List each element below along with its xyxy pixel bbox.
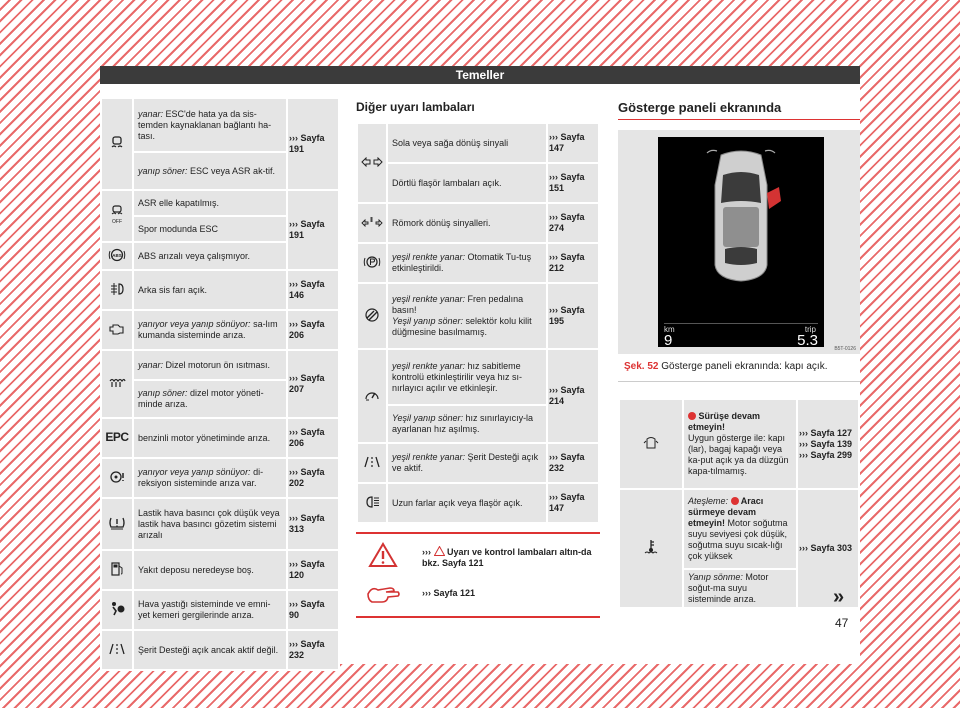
- park-label: yeşil renkte yanar:: [392, 252, 466, 262]
- esc-off-ref-link[interactable]: ››› Sayfa 191: [289, 219, 325, 240]
- tyre-icon-cell: [101, 498, 133, 550]
- fog-icon-cell: [101, 270, 133, 310]
- hazard-text: Dörtlü flaşör lambaları açık.: [392, 177, 502, 188]
- beam-icon-cell: [357, 483, 387, 523]
- fog-cell: [133, 270, 287, 310]
- esc-blink-text: ESC veya ASR ak-tif.: [187, 165, 276, 176]
- rear-fog-icon: [108, 282, 126, 296]
- gear-cell: [133, 458, 287, 498]
- fuel-pump-icon: [109, 561, 125, 577]
- lane-assist-icon: [108, 642, 126, 656]
- airbag-cell: [133, 590, 287, 630]
- beam-text: Uzun farlar açık veya flaşör açık.: [392, 497, 523, 508]
- fuel-icon-cell: [101, 550, 133, 590]
- display-section-title: Gösterge paneli ekranında: [618, 100, 860, 120]
- speed-green-label: yeşil renkte yanar:: [392, 360, 466, 371]
- speed-green-text: hız sabitleme kontrolü etkinleştirilir veya hız sı-nırlayıcı açılır ve etkinleşir.: [392, 360, 523, 393]
- trailer-ref-link[interactable]: ››› Sayfa 274: [549, 212, 585, 233]
- lane-ref-link[interactable]: ››› Sayfa 232: [289, 639, 325, 660]
- speed-ref-cell: [547, 349, 599, 443]
- tyre-ref-link[interactable]: ››› Sayfa 313: [289, 513, 325, 534]
- beam-ref-link[interactable]: ››› Sayfa 147: [549, 492, 585, 513]
- fog-text: Arka sis farı açık.: [138, 284, 208, 295]
- warning-ref-prefix: ›››: [422, 547, 434, 557]
- beam-ref-cell: [547, 483, 599, 523]
- fog-ref-cell: [287, 270, 339, 310]
- figure-52: [618, 130, 860, 354]
- trailer-ref-cell: [547, 203, 599, 243]
- esc-blink-label: yanıp söner:: [138, 165, 188, 176]
- display-divider: [664, 323, 818, 324]
- sport-cell: [133, 216, 287, 242]
- airbag-text: Hava yastığı sisteminde ve emni-yet kemeri gergilerinde arıza.: [138, 599, 271, 620]
- gear-ref-link[interactable]: ››› Sayfa 202: [289, 467, 325, 488]
- note-ref-link[interactable]: ››› Sayfa 121: [422, 588, 476, 598]
- warning-box: [356, 532, 600, 618]
- door-ref-1[interactable]: ››› Sayfa 127: [799, 427, 853, 438]
- warning-text-1: [422, 546, 592, 569]
- red-warning-dot-icon: [688, 412, 696, 420]
- col3-instrument-display: [618, 100, 860, 609]
- note-hand-icon: [366, 580, 402, 606]
- park-icon-cell: [357, 243, 387, 283]
- tyre-cell: [133, 498, 287, 550]
- inline-warning-icon: [434, 546, 445, 556]
- brake-blink-label: Yeşil yanıp söner:: [392, 316, 464, 326]
- col2-other-lights: [356, 100, 600, 618]
- door-icon-cell: [619, 399, 683, 489]
- speed-blink-cell: [387, 405, 547, 443]
- km-value: 9: [664, 332, 673, 349]
- warning-ref-text[interactable]: Uyarı ve kontrol lambaları altın-da bkz. Sayfa 121: [422, 547, 592, 568]
- brake-blink-text: selektör kolu kilit düğmesine basılmamış.: [392, 316, 532, 337]
- turn-signal-icon: [361, 157, 383, 167]
- display-warnings-table: [618, 398, 860, 609]
- lane-green-text: Şerit Desteği açık ve aktif.: [392, 452, 539, 473]
- engine-icon: [108, 322, 126, 336]
- door-cell: [683, 399, 797, 489]
- trailer-text: Römork dönüş sinyalleri.: [392, 217, 491, 228]
- esc-off-icon: [108, 205, 126, 225]
- beam-cell: [387, 483, 547, 523]
- high-beam-icon: [363, 495, 381, 509]
- airbag-ref-link[interactable]: ››› Sayfa 90: [289, 599, 325, 620]
- park-text: Otomatik Tu-tuş etkinleştirildi.: [392, 252, 532, 273]
- steer-ref-link[interactable]: ››› Sayfa 206: [289, 319, 325, 340]
- epc-ref-link[interactable]: ››› Sayfa 206: [289, 427, 325, 448]
- col1-indicator-table: [100, 97, 340, 671]
- steer-icon-cell: [101, 310, 133, 350]
- hazard-ref-link[interactable]: ››› Sayfa 151: [549, 172, 585, 193]
- abs-icon: [108, 248, 126, 262]
- epc-icon-cell: [101, 418, 133, 458]
- brake-ref-link[interactable]: ››› Sayfa 195: [549, 305, 585, 326]
- park-cell: [387, 243, 547, 283]
- header-title: Temeller: [455, 68, 505, 82]
- park-ref-cell: [547, 243, 599, 283]
- auto-hold-icon: [363, 255, 381, 269]
- trip-label: trip: [804, 325, 816, 334]
- abs-cell: [133, 242, 287, 270]
- caption-label: Şek. 52: [624, 361, 659, 372]
- coolant-blink-text: Motor soğut-ma suyu sisteminde arıza.: [688, 572, 769, 604]
- gear-label: yanıyor veya yanıp sönüyor:: [138, 467, 251, 477]
- coolant-label: Ateşleme:: [688, 496, 729, 506]
- esc-on-cell: [133, 98, 287, 152]
- hazard-cell: [387, 163, 547, 203]
- airbag-icon-cell: [101, 590, 133, 630]
- trailer-icon-cell: [357, 203, 387, 243]
- hazard-ref-cell: [547, 163, 599, 203]
- steer-text: sa-lım kumanda sisteminde arıza.: [138, 319, 278, 340]
- lane-cell: [133, 630, 287, 670]
- lane-green-cell: [387, 443, 547, 483]
- diesel-on-text: Dizel motorun ön ısıtması.: [163, 359, 271, 370]
- sport-text: Spor modunda ESC: [138, 223, 219, 234]
- diesel-ref-link[interactable]: ››› Sayfa 207: [289, 373, 325, 394]
- lane-ref-cell: [287, 630, 339, 670]
- lane-assist-active-icon: [363, 455, 381, 469]
- continue-mark: »: [833, 586, 845, 608]
- coolant-icon-cell: [619, 489, 683, 608]
- caption-text: Gösterge paneli ekranında: kapı açık.: [658, 361, 828, 372]
- door-text: Uygun gösterge ile: kapı (lar), bagaj kapağı veya ka-put açık ya da düzgün kapa-tılmamış.: [688, 433, 789, 476]
- esc-on-label: yanar:: [138, 108, 164, 119]
- warning-text-2: [422, 588, 475, 598]
- esc-off-ref-cell: [287, 190, 339, 270]
- diesel-icon-cell: [101, 350, 133, 418]
- coolant-title: Aracı sürmeye devam etmeyin!: [688, 496, 764, 528]
- page-number: 47: [835, 616, 849, 630]
- trailer-cell: [387, 203, 547, 243]
- speed-blink-label: Yeşil yanıp söner:: [392, 413, 464, 423]
- coolant-ref-cell: [797, 489, 859, 608]
- lane-icon-cell: [101, 630, 133, 670]
- tyre-pressure-icon: [108, 515, 126, 531]
- figure-caption: [618, 354, 860, 382]
- dashboard-screen: [658, 137, 824, 347]
- other-lights-title: Diğer uyarı lambaları: [356, 100, 475, 114]
- gear-icon-cell: [101, 458, 133, 498]
- figure-code: B5T-0126: [834, 346, 856, 352]
- esc-icon-cell: [101, 98, 133, 190]
- epc-text: benzinli motor yönetiminde arıza.: [138, 432, 271, 443]
- airbag-icon: [108, 601, 126, 617]
- esc-ref-link[interactable]: ››› Sayfa 191: [289, 133, 325, 154]
- turn-text: Sola veya sağa dönüş sinyali: [392, 137, 509, 148]
- door-ref-2[interactable]: ››› Sayfa 139: [799, 438, 853, 449]
- esc-blink-cell: [133, 152, 287, 190]
- diesel-blink-cell: [133, 380, 287, 418]
- diesel-blink-label: yanıp söner:: [138, 388, 188, 398]
- abs-icon-cell: [101, 242, 133, 270]
- door-ref-3[interactable]: ››› Sayfa 299: [799, 449, 853, 460]
- turn-cell: [387, 123, 547, 163]
- turn-ref-link[interactable]: ››› Sayfa 147: [549, 132, 585, 153]
- abs-icon-label: ABS: [112, 252, 122, 258]
- coolant-cell: [683, 489, 797, 569]
- tyre-text: Lastik hava basıncı çok düşük veya lastik hava basıncı gözetim sistemi arızalı: [138, 507, 280, 540]
- cruise-control-icon: [363, 387, 381, 403]
- diesel-on-label: yanar:: [138, 359, 164, 370]
- esc-off-icon-cell: [101, 190, 133, 242]
- diesel-ref-cell: [287, 350, 339, 418]
- door-title: Sürüşe devam etmeyin!: [688, 411, 761, 432]
- epc-ref-cell: [287, 418, 339, 458]
- esc-ref-cell: [287, 98, 339, 190]
- airbag-ref-cell: [287, 590, 339, 630]
- speed-green-cell: [387, 349, 547, 405]
- coolant-blink-cell: [683, 569, 797, 608]
- brake-green-label: yeşil renkte yanar:: [392, 294, 466, 304]
- steer-ref-cell: [287, 310, 339, 350]
- epc-icon: EPC: [105, 430, 129, 444]
- esc-on-text: ESC'de hata ya da sis-temden kaynaklanan bağlantı ha-tası.: [138, 108, 272, 141]
- brake-ref-cell: [547, 283, 599, 349]
- diesel-on-cell: [133, 350, 287, 380]
- diesel-blink-text: dizel motor yöneti-minde arıza.: [138, 388, 264, 409]
- speed-icon-cell: [357, 349, 387, 443]
- esc-off-icon-label: OFF: [112, 218, 122, 225]
- lane-green-ref-cell: [547, 443, 599, 483]
- fuel-ref-link[interactable]: ››› Sayfa 120: [289, 559, 325, 580]
- trip-value: 5.3: [797, 332, 818, 349]
- coolant-ref-link[interactable]: ››› Sayfa 303: [799, 543, 853, 553]
- lane-green-label: yeşil renkte yanar:: [392, 452, 466, 462]
- door-open-icon: [643, 435, 659, 451]
- park-ref-link[interactable]: ››› Sayfa 212: [549, 252, 585, 273]
- warning-triangle-icon: [368, 542, 398, 568]
- brake-pedal-icon: [363, 307, 381, 323]
- lane-green-ref-link[interactable]: ››› Sayfa 232: [549, 452, 585, 473]
- epc-cell: [133, 418, 287, 458]
- door-ref-cell: [797, 399, 859, 489]
- header-bar: [100, 66, 860, 84]
- car-top-view-icon: [695, 145, 787, 285]
- lane-text: Şerit Desteği açık ancak aktif değil.: [138, 644, 279, 655]
- coolant-temperature-icon: [643, 539, 659, 555]
- fuel-ref-cell: [287, 550, 339, 590]
- esc-off-cell: [133, 190, 287, 216]
- lane-green-icon-cell: [357, 443, 387, 483]
- glow-plug-icon: [108, 377, 126, 389]
- gear-ref-cell: [287, 458, 339, 498]
- gear-text: di-reksiyon sisteminde arıza var.: [138, 467, 264, 488]
- coolant-blink-label: Yanıp sönme:: [688, 572, 743, 582]
- fuel-cell: [133, 550, 287, 590]
- steering-warning-icon: [108, 470, 126, 484]
- turn-icon-cell: [357, 123, 387, 203]
- speed-blink-text: hız sınırlayıcıy-la ayarlanan hız aşılmış.: [392, 413, 534, 434]
- brake-green-text: Fren pedalına basın!: [392, 294, 524, 315]
- tyre-ref-cell: [287, 498, 339, 550]
- km-label: km: [664, 325, 675, 334]
- steer-label: yanıyor veya yanıp sönüyor:: [138, 319, 251, 329]
- brake-cell: [387, 283, 547, 349]
- fog-ref-link[interactable]: ››› Sayfa 146: [289, 279, 325, 300]
- fuel-text: Yakıt deposu neredeyse boş.: [138, 564, 254, 575]
- esc-off-text: ASR elle kapatılmış.: [138, 197, 220, 208]
- speed-ref-link[interactable]: ››› Sayfa 214: [549, 385, 585, 406]
- trailer-signal-icon: [361, 216, 383, 228]
- red-coolant-dot-icon: [731, 497, 739, 505]
- esc-icon: [109, 135, 125, 151]
- coolant-text: Motor soğutma suyu seviyesi çok düşük, soğutma suyu sıcak-lığı çok yüksek: [688, 518, 788, 561]
- brake-icon-cell: [357, 283, 387, 349]
- steer-cell: [133, 310, 287, 350]
- turn-ref-cell: [547, 123, 599, 163]
- abs-text: ABS arızalı veya çalışmıyor.: [138, 250, 251, 261]
